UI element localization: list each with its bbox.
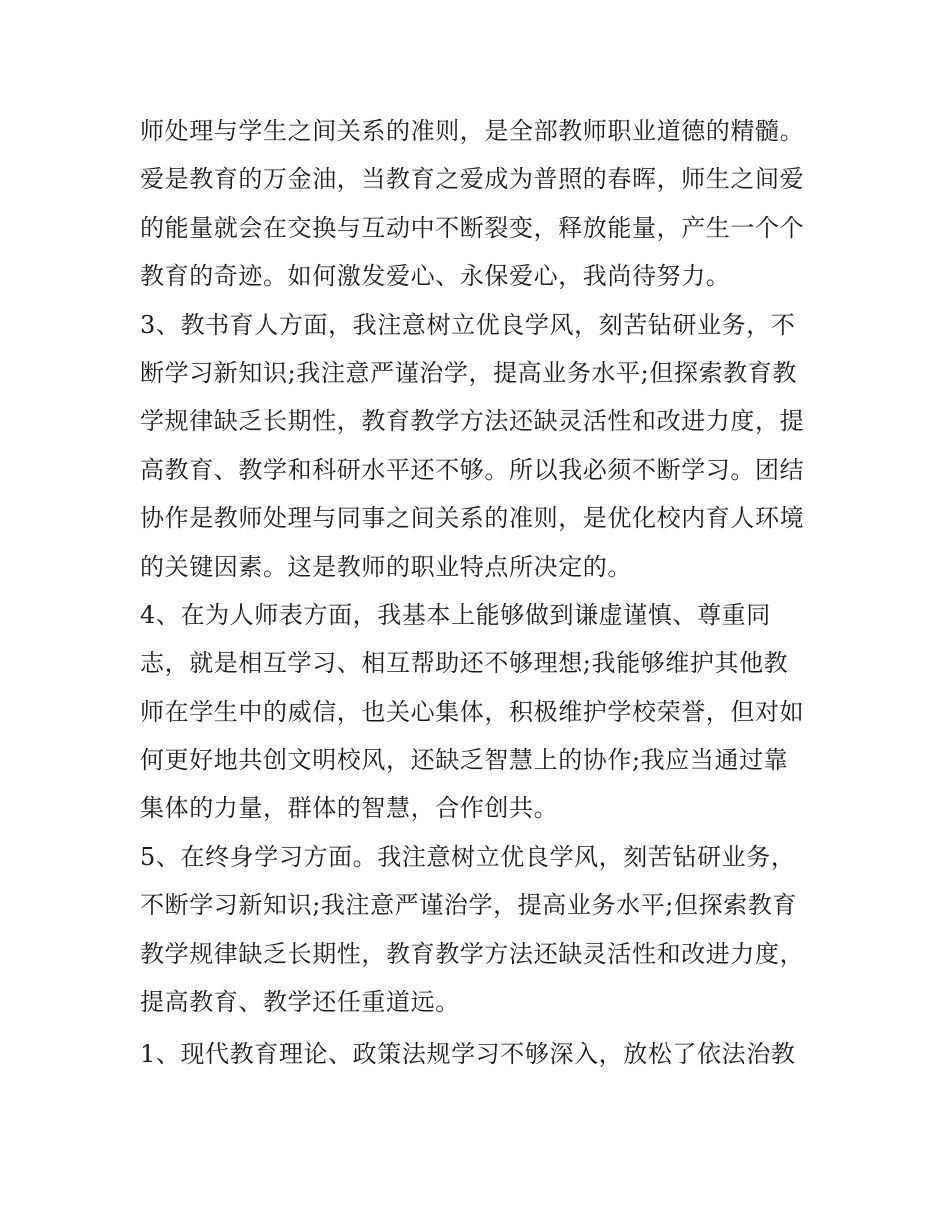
text-line: 协作是教师处理与同事之间关系的准则，是优化校内育人环境	[140, 504, 805, 533]
text-line: 爱是教育的万金油，当教育之爱成为普照的春晖，师生之间爱	[140, 165, 805, 194]
text-line: 教育的奇迹。如何激发爱心、永保爱心，我尚待努力。	[140, 262, 731, 291]
text-line: 志，就是相互学习、相互帮助还不够理想;我能够维护其他教	[140, 649, 789, 678]
text-line: 的关键因素。这是教师的职业特点所决定的。	[140, 552, 632, 581]
body-text	[140, 107, 820, 1079]
text-line: 高教育、教学和科研水平还不够。所以我必须不断学习。团结	[140, 455, 805, 484]
text-line: 3、教书育人方面，我注意树立优良学风，刻苦钻研业务，不	[140, 310, 796, 339]
text-line: 师处理与学生之间关系的准则，是全部教师职业道德的精髓。	[140, 117, 805, 145]
text-line: 集体的力量，群体的智慧，合作创共。	[140, 794, 559, 823]
text-line: 学规律缺乏长期性，教育教学方法还缺灵活性和改进力度，提	[140, 407, 805, 436]
text-line: 师在学生中的威信，也关心集体，积极维护学校荣誉，但对如	[140, 697, 805, 726]
text-line: 4、在为人师表方面，我基本上能够做到谦虚谨慎、尊重同	[140, 600, 771, 629]
text-line: 5、在终身学习方面。我注意树立优良学风，刻苦钻研业务，	[140, 842, 796, 871]
text-line: 不断学习新知识;我注意严谨治学，提高业务水平;但探索教育	[140, 891, 797, 920]
text-line: 教学规律缺乏长期性，教育教学方法还缺灵活性和改进力度，	[140, 939, 805, 968]
text-line: 1、现代教育理论、政策法规学习不够深入，放松了依法治教	[140, 1040, 796, 1069]
text-line: 何更好地共创文明校风，还缺乏智慧上的协作;我应当通过靠	[140, 746, 789, 775]
text-line: 提高教育、教学还任重道远。	[140, 988, 460, 1017]
text-line: 的能量就会在交换与互动中不断裂变，释放能量，产生一个个	[140, 213, 805, 242]
text-line: 断学习新知识;我注意严谨治学，提高业务水平;但探索教育教	[140, 358, 797, 387]
